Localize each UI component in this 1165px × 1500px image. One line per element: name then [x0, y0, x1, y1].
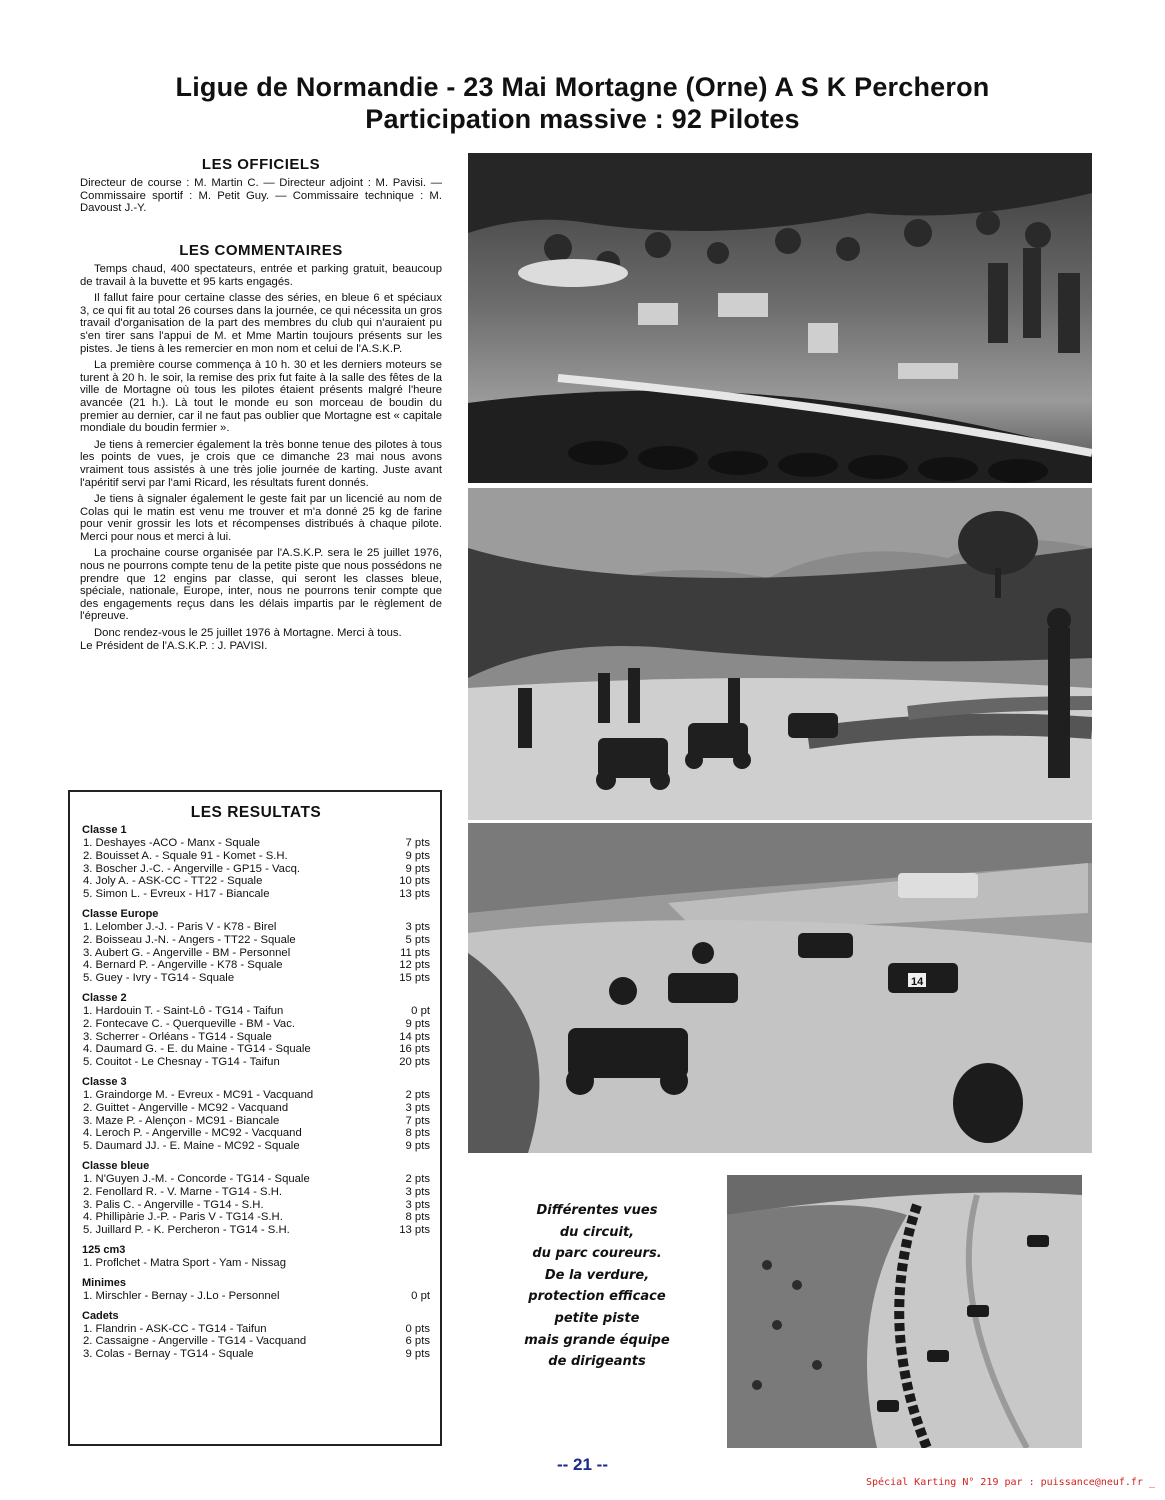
results-points: 20 pts: [399, 1056, 430, 1069]
results-points: 13 pts: [399, 888, 430, 901]
photo-circuit-depart: [468, 488, 1092, 820]
caption-line: petite piste: [554, 1310, 640, 1326]
results-class-heading: 125 cm3: [82, 1243, 126, 1256]
commentaire-paragraph: Temps chaud, 400 spectateurs, entrée et parking gratuit, beaucoup de travail à la buvette et 95 karts engagés.: [80, 263, 442, 288]
results-points: 2 pts: [405, 1088, 430, 1101]
page-title-line1: Ligue de Normandie - 23 Mai Mortagne (Orne) A S K Percheron: [175, 72, 990, 102]
results-row: [82, 837, 430, 850]
page-title-line2: Participation massive : 92 Pilotes: [365, 104, 800, 134]
results-row: [82, 875, 430, 888]
results-entry: 1. Hardouin T. - Saint-Lô - TG14 - Taifun: [83, 1004, 284, 1017]
commentaire-paragraph: Je tiens à remercier également la très bonne tenue des pilotes à tous les points de vues, je crois que ce dimanche 23 mai nous avons vraiment tous assistés à une très jolie journée de karting. Juste avant l'apéritif servi par l'ami Ricard, les résultats furent donnés.: [80, 438, 442, 489]
results-points: 9 pts: [405, 1348, 430, 1361]
results-entry: 5. Guey - Ivry - TG14 - Squale: [83, 972, 235, 985]
results-row: [82, 921, 430, 934]
officiels-heading: LES OFFICIELS: [201, 156, 321, 173]
results-row: [82, 1127, 430, 1140]
results-entry: 2. Fenollard R. - V. Marne - TG14 - S.H.: [83, 1185, 283, 1198]
photo-vue-circuit: [727, 1175, 1082, 1448]
credit-line: Spécial Karting N° 219 par : puissance@neuf.fr _: [866, 1477, 1155, 1488]
results-points: 10 pts: [399, 875, 430, 888]
results-row: [82, 934, 430, 947]
results-heading: LES RESULTATS: [190, 804, 322, 821]
results-row: [82, 863, 430, 876]
results-points: 0 pts: [405, 1322, 430, 1335]
results-points: 8 pts: [405, 1127, 430, 1140]
results-entry: 5. Simon L. - Evreux - H17 - Biancale: [83, 888, 270, 901]
commentaire-paragraph: La première course commença à 10 h. 30 et les derniers moteurs se turent à 20 h. le soir, la remise des prix fut faite à la salle des fêtes de la ville de Mortagne où tous les pilotes étaient présents malgré l'heure avancée (21 h.). Là tout le monde eu son morceau de boudin du premier au dernier, car il ne faut pas oublier que Mortagne est « capitale mondiale du boudin fermier ».: [80, 359, 442, 435]
caption-line: du parc coureurs.: [532, 1246, 662, 1262]
results-points: 15 pts: [399, 972, 430, 985]
caption-line: protection efficace: [528, 1289, 666, 1305]
commentaire-paragraph: La prochaine course organisée par l'A.S.K.P. sera le 25 juillet 1976, nous ne pourrons compte tenu de la petite piste que nous possédons ne prendre que 12 engins par classe, qui seront les classes bleue, spéciale, nationale, Europe, inter, nous ne pourrons tenir compte que des engagements reçus dans les délais impartis par le règlement de l'épreuve.: [80, 547, 442, 623]
caption-line: Différentes vues: [536, 1203, 658, 1218]
caption-line: mais grande équipe: [524, 1332, 670, 1348]
results-points: 9 pts: [405, 849, 430, 862]
results-class-heading: Classe 1: [82, 824, 127, 836]
results-class-heading: Classe 3: [82, 1075, 127, 1088]
photo-parc-coureurs: [468, 153, 1092, 483]
results-entry: 3. Aubert G. - Angerville - BM - Personnel: [83, 946, 291, 959]
results-row: [82, 947, 430, 960]
kart-number: 14: [911, 976, 924, 988]
results-points: [390, 1257, 430, 1270]
results-entry: 3. Scherrer - Orléans - TG14 - Squale: [83, 1030, 272, 1043]
signature: Le Président de l'A.S.K.P. : J. PAVISI.: [80, 639, 268, 652]
results-row: [82, 1056, 430, 1069]
results-entry: 2. Bouisset A. - Squale 91 - Komet - S.H.: [83, 849, 288, 862]
results-points: 7 pts: [405, 1114, 430, 1127]
results-entry: 2. Fontecave C. - Querqueville - BM - Vac.: [83, 1017, 295, 1030]
results-entry: 2. Boisseau J.-N. - Angers - TT22 - Squale: [83, 933, 296, 946]
results-row: [82, 1290, 430, 1303]
results-points: 5 pts: [405, 933, 430, 946]
results-entry: 3. Palis C. - Angerville - TG14 - S.H.: [83, 1198, 264, 1211]
results-row: [82, 1186, 430, 1199]
results-entry: 2. Cassaigne - Angerville - TG14 - Vacquand: [83, 1335, 307, 1348]
results-row: [82, 1102, 430, 1115]
results-entry: 1. N'Guyen J.-M. - Concorde - TG14 - Squale: [83, 1172, 310, 1185]
results-points: 9 pts: [405, 862, 430, 875]
results-entry: 4. Phillipàrie J.-P. - Paris V - TG14 -S.H.: [83, 1211, 283, 1224]
results-row: [82, 1348, 430, 1361]
results-box: [68, 790, 442, 1446]
commentaire-paragraph: Il fallut faire pour certaine classe des séries, en bleue 6 et spéciaux 3, ce qui fit au total 26 courses dans la journée, ce qui nécessita un gros travail d'organisation de la part des membres du club qui n'auraient pu s'en tirer sans l'appui de M. et Mme Martin toujours présents sur les pistes. Je tiens à les remercier en mon nom et celui de l'A.S.K.P.: [80, 292, 442, 355]
results-entry: 1. Deshayes -ACO - Manx - Squale: [83, 837, 261, 849]
results-entry: 4. Leroch P. - Angerville - MC92 - Vacquand: [83, 1127, 302, 1140]
results-entry: 4. Joly A. - ASK-CC - TT22 - Squale: [83, 875, 263, 888]
results-row: [82, 888, 430, 901]
caption-line: de dirigeants: [548, 1354, 646, 1370]
commentaires-heading: LES COMMENTAIRES: [179, 242, 343, 259]
results-class-heading: Classe bleue: [82, 1159, 150, 1172]
results-points: 9 pts: [405, 1140, 430, 1153]
results-list: [82, 824, 430, 1361]
results-entry: 1. Flandrin - ASK-CC - TG14 - Taifun: [83, 1322, 267, 1335]
results-points: 8 pts: [405, 1211, 430, 1224]
results-class-heading: Classe 2: [82, 991, 127, 1004]
results-entry: 5. Juillard P. - K. Percheron - TG14 - S.H.: [83, 1224, 290, 1237]
results-row: [82, 1018, 430, 1031]
results-entry: 3. Maze P. - Alençon - MC91 - Biancale: [83, 1114, 280, 1127]
results-row: [82, 1173, 430, 1186]
results-row: [82, 850, 430, 863]
results-points: 11 pts: [400, 946, 430, 959]
results-row: [82, 1089, 430, 1102]
results-points: 7 pts: [405, 837, 430, 849]
results-points: 16 pts: [399, 1043, 430, 1056]
results-entry: 1. Mirschler - Bernay - J.Lo - Personnel: [83, 1289, 280, 1302]
caption-line: du circuit,: [559, 1224, 635, 1240]
results-row: [82, 1005, 430, 1018]
results-row: [82, 1140, 430, 1153]
results-entry: 1. Lelomber J.-J. - Paris V - K78 - Birel: [83, 920, 277, 933]
results-row: [82, 1211, 430, 1224]
results-points: 3 pts: [405, 1101, 430, 1114]
results-entry: 5. Couitot - Le Chesnay - TG14 - Taifun: [83, 1056, 280, 1069]
results-row: [82, 1335, 430, 1348]
results-points: 14 pts: [399, 1030, 430, 1043]
results-points: 3 pts: [405, 920, 430, 933]
results-row: [82, 1323, 430, 1336]
caption-line: De la verdure,: [544, 1267, 650, 1283]
results-entry: 1. Graindorge M. - Evreux - MC91 - Vacquand: [83, 1088, 314, 1101]
commentaires-section: [80, 242, 442, 652]
photo-caption: [497, 1200, 697, 1373]
results-row: [82, 1115, 430, 1128]
results-row: [82, 972, 430, 985]
results-row: [82, 1224, 430, 1237]
photo-karts-en-course: [468, 823, 1092, 1153]
results-entry: 2. Guittet - Angerville - MC92 - Vacquand: [83, 1101, 289, 1114]
results-points: 3 pts: [405, 1185, 430, 1198]
results-row: [82, 959, 430, 972]
results-entry: 1. Proflchet - Matra Sport - Yam - Nissag: [83, 1256, 286, 1269]
results-class-heading: Cadets: [82, 1309, 119, 1322]
results-entry: 3. Colas - Bernay - TG14 - Squale: [83, 1348, 254, 1361]
results-class-heading: Minimes: [82, 1276, 127, 1289]
results-row: [82, 1257, 430, 1270]
results-points: 6 pts: [405, 1335, 430, 1348]
results-entry: 4. Daumard G. - E. du Maine - TG14 - Squale: [83, 1043, 311, 1056]
results-entry: 5. Daumard JJ. - E. Maine - MC92 - Squale: [83, 1140, 300, 1153]
officiels-section: [80, 156, 442, 215]
results-points: 9 pts: [405, 1017, 430, 1030]
results-entry: 3. Boscher J.-C. - Angerville - GP15 - Vacq.: [83, 862, 301, 875]
results-points: 0 pt: [411, 1289, 430, 1302]
results-points: 12 pts: [399, 959, 430, 972]
results-points: 3 pts: [405, 1198, 430, 1211]
results-points: 13 pts: [399, 1224, 430, 1237]
page-number: -- 21 --: [557, 1455, 608, 1474]
results-row: [82, 1043, 430, 1056]
officiels-text: Directeur de course : M. Martin C. — Directeur adjoint : M. Pavisi. — Commissaire sportif : M. Petit Guy. — Commissaire technique : M. Davoust J.-Y.: [80, 177, 442, 215]
results-points: 0 pt: [411, 1004, 430, 1017]
results-row: [82, 1199, 430, 1212]
results-points: 2 pts: [405, 1172, 430, 1185]
commentaire-paragraph: Donc rendez-vous le 25 juillet 1976 à Mortagne. Merci à tous.: [94, 627, 402, 640]
results-row: [82, 1031, 430, 1044]
results-entry: 4. Bernard P. - Angerville - K78 - Squale: [83, 959, 283, 972]
results-class-heading: Classe Europe: [82, 907, 159, 920]
commentaire-paragraph: Je tiens à signaler également le geste fait par un licencié au nom de Colas qui le matin est venu me trouver et m'a donné 25 kg de farine pour venir grossir les lots et récompenses distribués à chaque pilote. Merci pour nous et merci à lui.: [80, 493, 442, 543]
